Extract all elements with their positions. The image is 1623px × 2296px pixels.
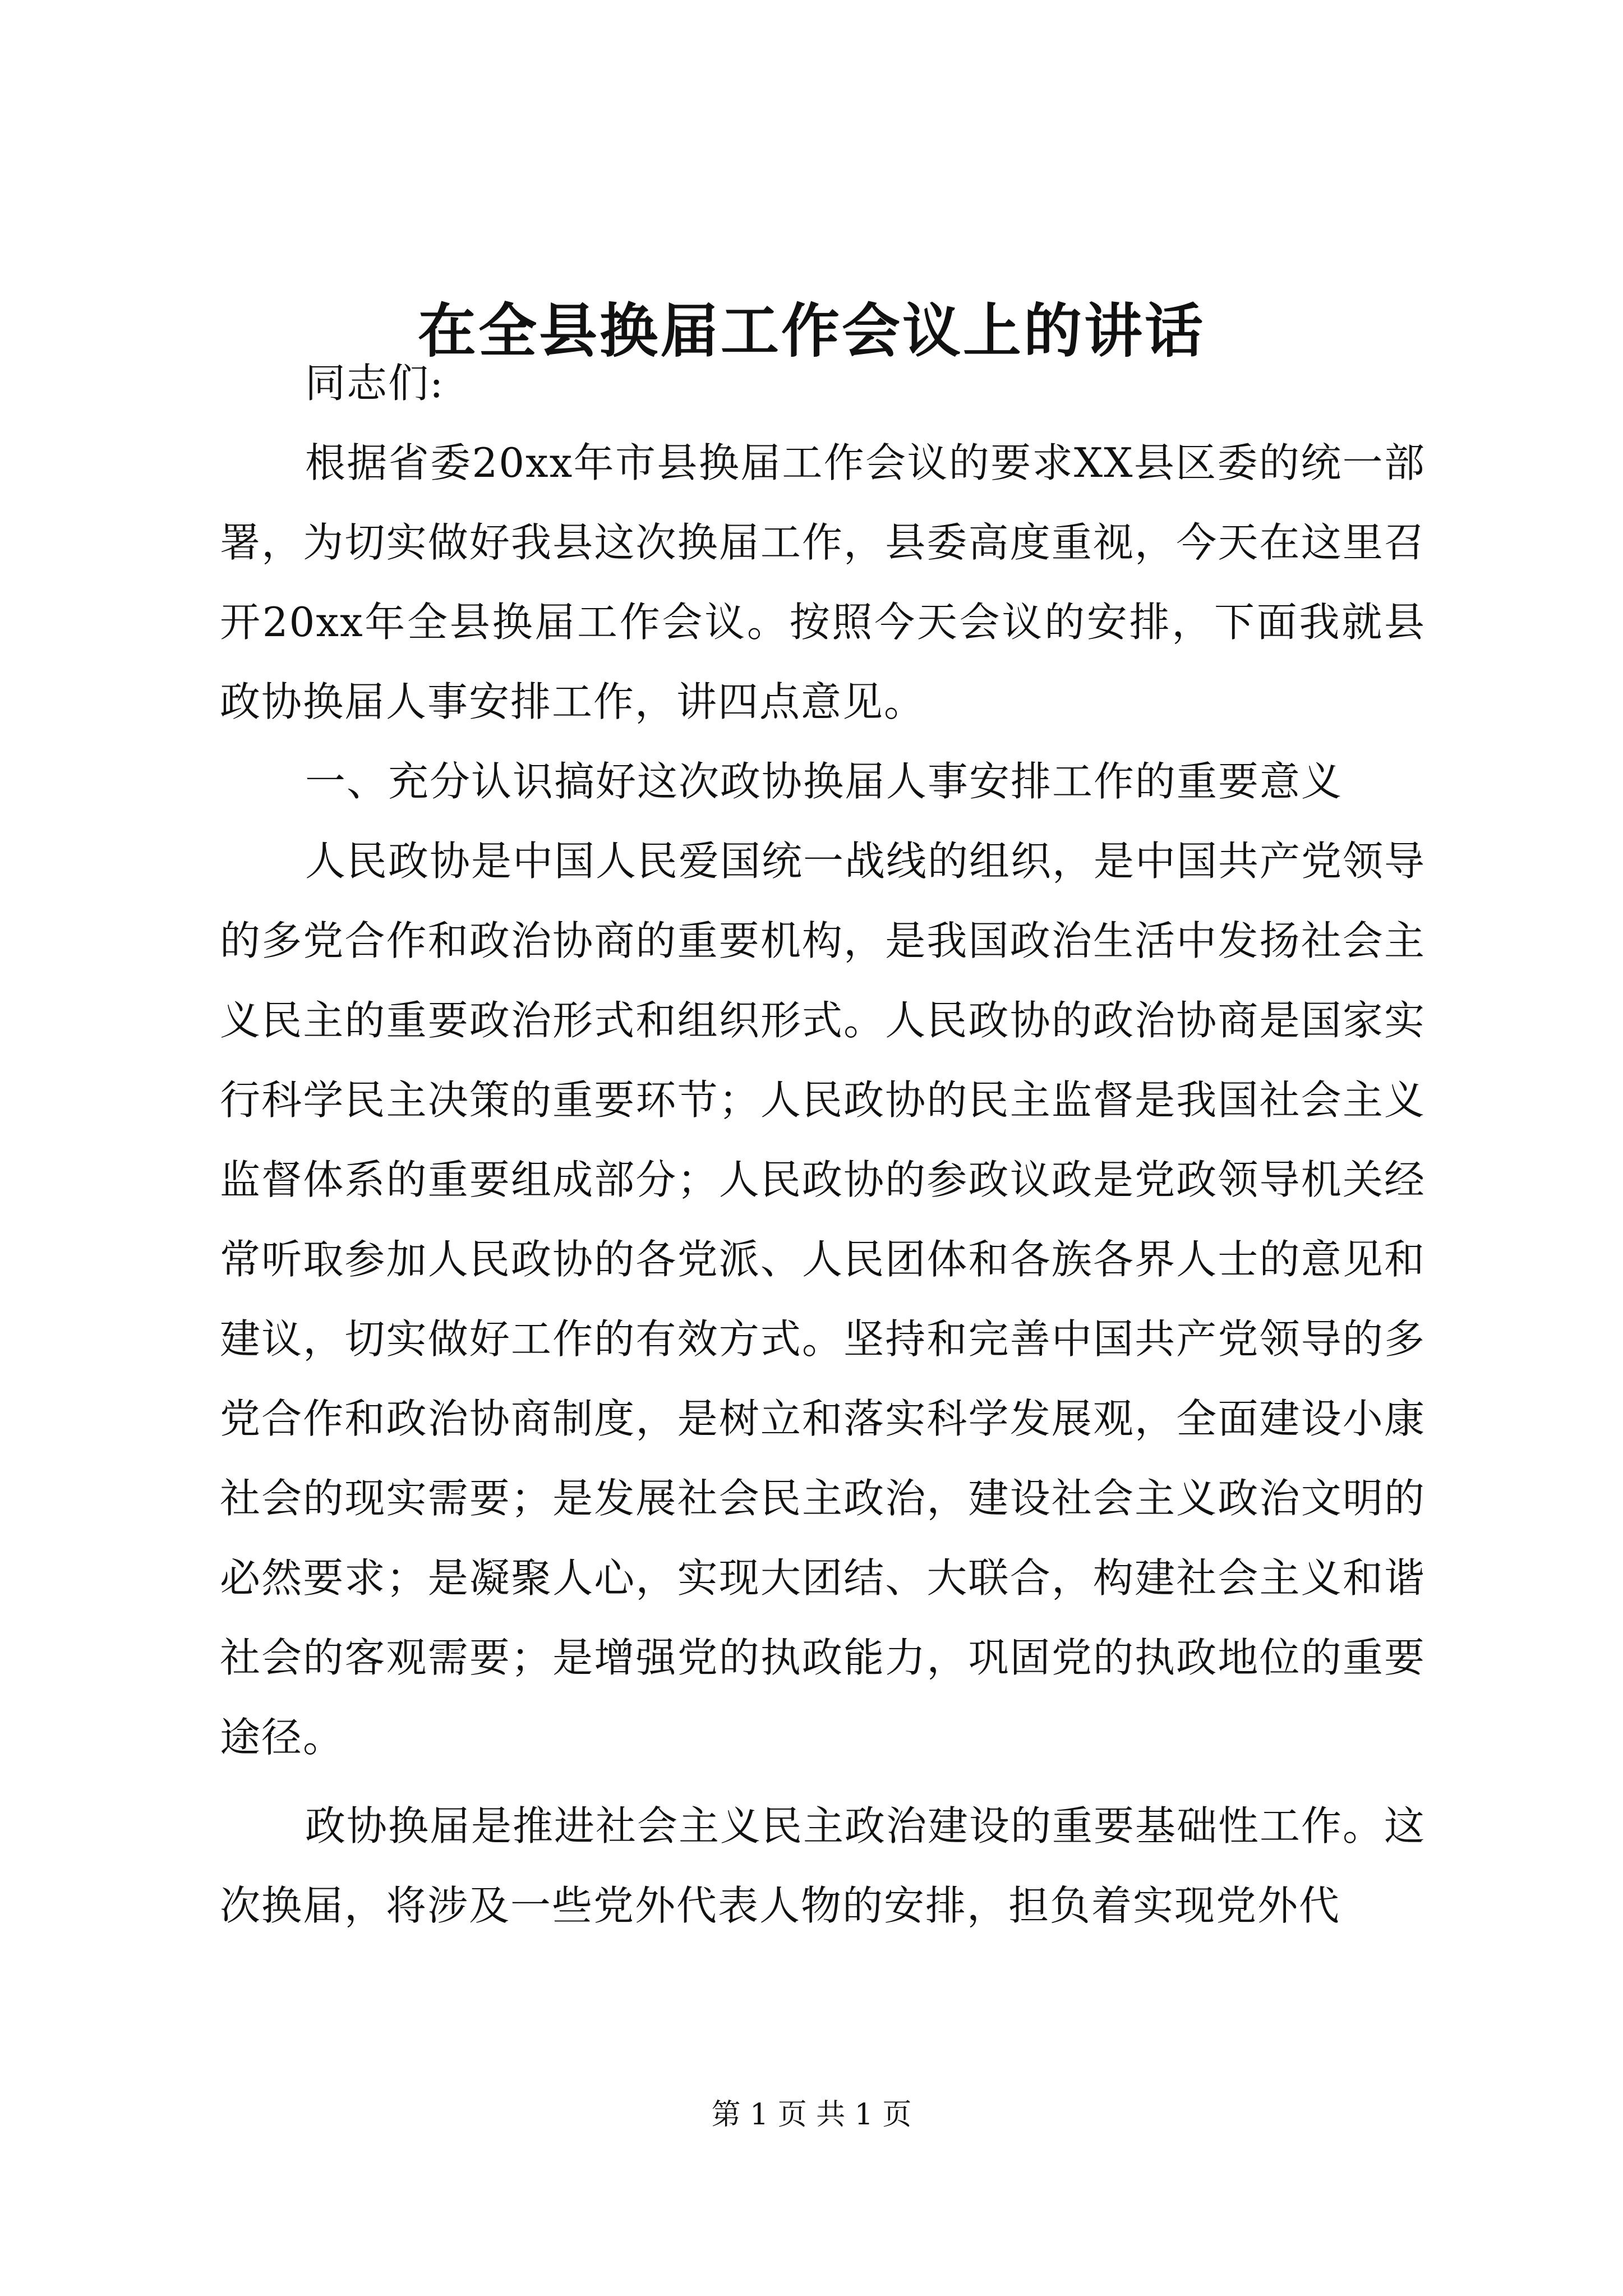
body-paragraph: 人民政协是中国人民爱国统一战线的组织，是中国共产党领导的多党合作和政治协商的重要机构，是我国政治生活中发扬社会主义民主的重要政治形式和组织形式。人民政协的政治协商是国家实行科学民主决策的重要环节；人民政协的民主监督是我国社会主义监督体系的重要组成部分；人民政协的参政议政是党政领导机关经常听取参加人民政协的各党派、人民团体和各族各界人士的意见和建议，切实做好工作的有效方式。坚持和完善中国共产党领导的多党合作和政治协商制度，是树立和落实科学发展观，全面建设小康社会的现实需要；是发展社会民主政治，建设社会主义政治文明的必然要求；是凝聚人心，实现大团结、大联合，构建社会主义和谐社会的客观需要；是增强党的执政能力，巩固党的执政地位的重要途径。 <box>220 838 1426 1761</box>
document-title: 在全县换届工作会议上的讲话 <box>417 296 1205 365</box>
greeting-paragraph: 同志们: <box>305 360 445 407</box>
body-paragraph: 政协换届是推进社会主义民主政治建设的重要基础性工作。这次换届，将涉及一些党外代表人物的安排，担负着实现党外代 <box>220 1802 1426 1929</box>
document-body <box>220 343 1426 1945</box>
opening-paragraph: 根据省委20xx年市县换届工作会议的要求XX县区委的统一部署，为切实做好我县这次换届工作，县委高度重视，今天在这里召开20xx年全县换届工作会议。按照今天会议的安排，下面我就县政协换届人事安排工作，讲四点意见。 <box>220 439 1426 725</box>
page-number-footer: 第 1 页 共 1 页 <box>711 2098 912 2132</box>
section-heading-1: 一、充分认识搞好这次政协换届人事安排工作的重要意义 <box>305 758 1343 805</box>
